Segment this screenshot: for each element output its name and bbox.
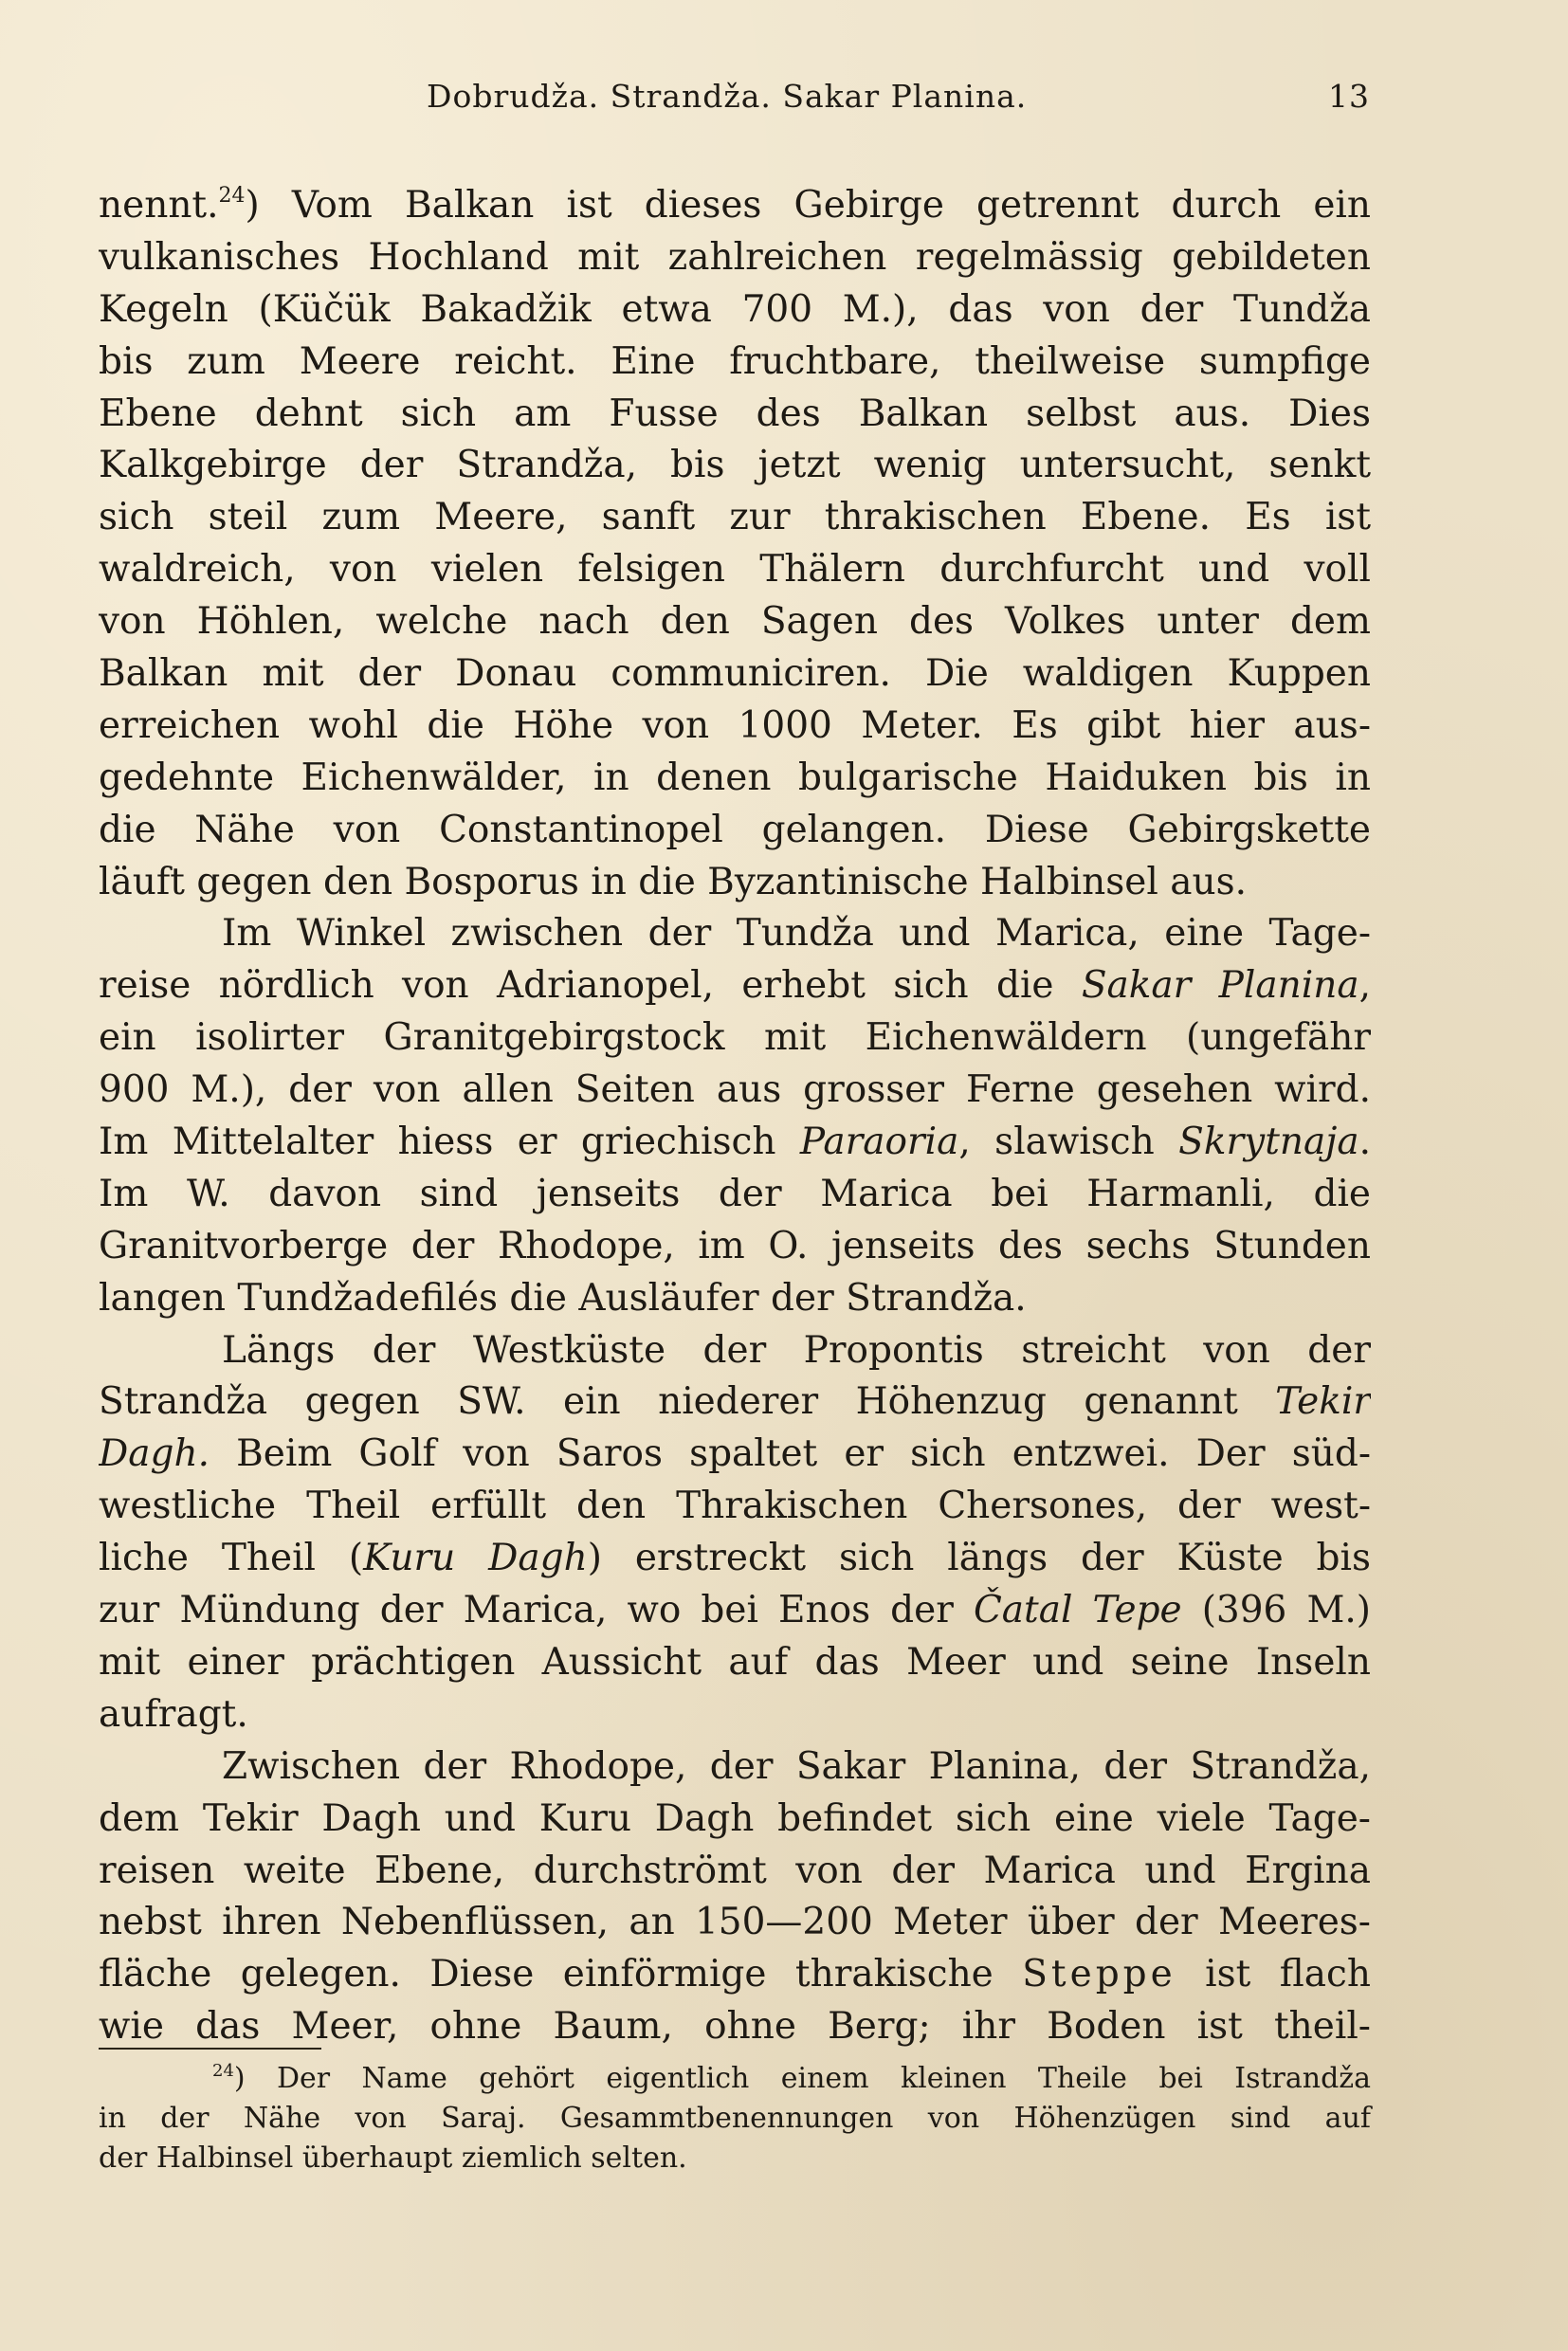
place-name-italic: Kuru Dagh xyxy=(363,1537,588,1580)
text-line: 900 M.), der von allen Seiten aus grosser Ferne gesehen wird. xyxy=(99,1068,1371,1112)
text-line: fläche gelegen. Diese einförmige thrakische Steppe ist flach xyxy=(99,1953,1371,1996)
text-line: reisen weite Ebene, durchströmt von der Marica und Ergina xyxy=(99,1849,1371,1892)
footnote-line: $^{24}$) Der Name gehört eigentlich einem kleinen Theile bei Istrandža xyxy=(212,2061,1371,2095)
text-line: dem Tekir Dagh und Kuru Dagh befindet sich eine viele Tage- xyxy=(99,1796,1371,1840)
text-line: waldreich, von vielen felsigen Thälern durchfurcht und voll xyxy=(99,548,1371,592)
footnote-line: in der Nähe von Saraj. Gesammtbenennungen von Höhenzügen sind auf xyxy=(99,2102,1371,2135)
text-line: ein isolirter Granitgebirgstock mit Eichenwäldern (ungefähr xyxy=(99,1016,1371,1060)
spaced-word: Steppe xyxy=(1022,1953,1176,1996)
text-line: von Höhlen, welche nach den Sagen des Volkes unter dem xyxy=(99,600,1371,644)
text-line: Kegeln (Küčük Bakadžik etwa 700 M.), das von der Tundža xyxy=(99,287,1371,331)
text-line: gedehnte Eichenwälder, in denen bulgarische Haiduken bis in xyxy=(99,756,1371,799)
text-line: Strandža gegen SW. ein niederer Höhenzug genannt Tekir xyxy=(99,1380,1371,1424)
text-line: läuft gegen den Bosporus in die Byzantinische Halbinsel aus. xyxy=(99,860,1248,903)
text-line: Im Winkel zwischen der Tundža und Marica, eine Tage- xyxy=(222,912,1371,956)
text-line: Im W. davon sind jenseits der Marica bei Harmanli, die xyxy=(99,1172,1371,1215)
text-line: Granitvorberge der Rhodope, im O. jenseits des sechs Stunden xyxy=(99,1224,1371,1267)
text-line: wie das Meer, ohne Baum, ohne Berg; ihr Boden ist theil- xyxy=(99,2005,1371,2049)
text-line: die Nähe von Constantinopel gelangen. Diese Gebirgskette xyxy=(99,808,1371,851)
running-header xyxy=(427,78,1370,125)
text-line: sich steil zum Meere, sanft zur thrakischen Ebene. Es ist xyxy=(99,496,1371,539)
text-line: Ebene dehnt sich am Fusse des Balkan selbst aus. Dies xyxy=(99,392,1371,435)
text-line: Kalkgebirge der Strandža, bis jetzt wenig untersucht, senkt xyxy=(99,444,1371,487)
text-line: zur Mündung der Marica, wo bei Enos der Čatal Tepe (396 M.) xyxy=(99,1589,1371,1632)
place-name-italic: Skrytnaja xyxy=(1178,1121,1359,1164)
text-line: Im Mittelalter hiess er griechisch Paraoria, slawisch Skrytnaja. xyxy=(99,1121,1371,1164)
footnote-number: 24 xyxy=(212,2061,234,2081)
text-line: langen Tundžadefilés die Ausläufer der Strandža. xyxy=(99,1276,1027,1320)
footnote-rule xyxy=(99,2048,321,2050)
text-line: bis zum Meere reicht. Eine fruchtbare, theilweise sumpfige xyxy=(99,339,1371,383)
text-line: Zwischen der Rhodope, der Sakar Planina, der Strandža, xyxy=(222,1744,1371,1788)
text-line: liche Theil (Kuru Dagh) erstreckt sich längs der Küste bis xyxy=(99,1537,1371,1580)
text-line: reise nördlich von Adrianopel, erhebt sich die Sakar Planina, xyxy=(99,964,1371,1008)
place-name-italic: Sakar Planina xyxy=(1081,964,1359,1008)
text-line: Balkan mit der Donau communiciren. Die waldigen Kuppen xyxy=(99,652,1371,696)
place-name-italic: Dagh. xyxy=(99,1432,210,1476)
running-title: Dobrudža. Strandža. Sakar Planina. xyxy=(427,78,1028,115)
place-name-italic: Čatal Tepe xyxy=(973,1589,1182,1632)
footnote xyxy=(99,2059,1371,2178)
page-number: 13 xyxy=(1328,78,1370,115)
text-line: Dagh. Beim Golf von Saros spaltet er sich entzwei. Der süd- xyxy=(99,1432,1371,1476)
text-line: westliche Theil erfüllt den Thrakischen Chersones, der west- xyxy=(99,1485,1371,1528)
text-line: Längs der Westküste der Propontis streicht von der xyxy=(222,1328,1371,1372)
text-line: nennt.$^{24}$) Vom Balkan ist dieses Gebirge getrennt durch ein xyxy=(99,184,1371,227)
footnote-line: der Halbinsel überhaupt ziemlich selten. xyxy=(99,2141,687,2175)
text-line: vulkanisches Hochland mit zahlreichen regelmässig gebildeten xyxy=(99,235,1371,279)
place-name-italic: Paraoria xyxy=(799,1121,959,1164)
text-line: mit einer prächtigen Aussicht auf das Meer und seine Inseln xyxy=(99,1640,1371,1684)
place-name-italic: Tekir xyxy=(1275,1380,1371,1424)
text-line: nebst ihren Nebenflüssen, an 150—200 Meter über der Meeres- xyxy=(99,1901,1371,1944)
footnote-ref: 24 xyxy=(218,184,246,208)
text-line: aufragt. xyxy=(99,1692,248,1736)
main-text xyxy=(99,180,1371,2053)
text-line: erreichen wohl die Höhe von 1000 Meter. Es gibt hier aus- xyxy=(99,703,1371,747)
